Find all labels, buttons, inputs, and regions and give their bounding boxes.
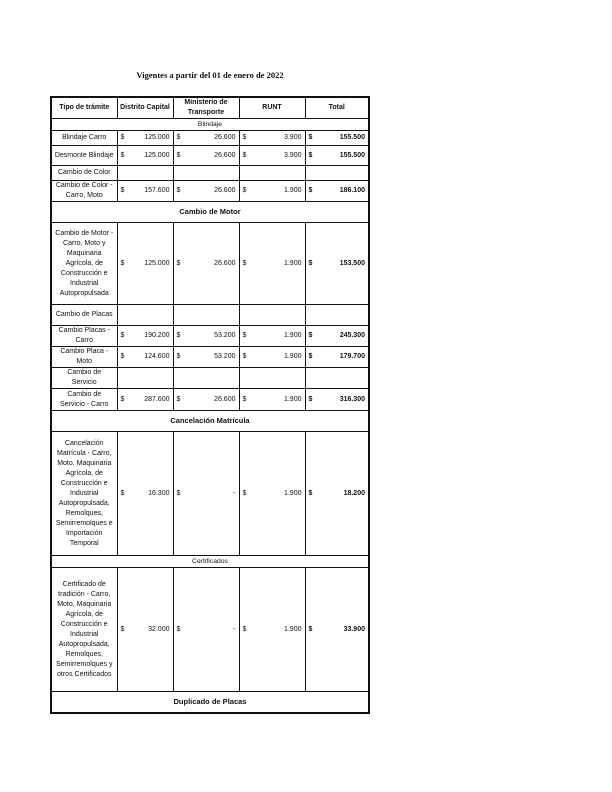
currency-sign: $ [242, 259, 247, 267]
mt-value: 53.200 [214, 353, 236, 360]
total-amount [308, 186, 367, 196]
tipo-cell: Cambio Placas - Carro [51, 326, 117, 347]
section-title: Duplicado de Placas [51, 692, 369, 714]
table-row [51, 347, 369, 368]
total-cell [305, 389, 369, 411]
total-amount [308, 395, 367, 405]
section-row [51, 692, 369, 714]
dc-value: 190.200 [144, 332, 170, 339]
total-value: 153.500 [339, 259, 365, 267]
runt-cell [239, 568, 305, 692]
dc-value: 124.600 [144, 353, 170, 360]
mt-amount [176, 489, 237, 499]
dc-cell [117, 166, 173, 181]
tipo-cell: Cambio de Color - Carro, Moto [51, 181, 117, 202]
total-cell [305, 347, 369, 368]
currency-sign: $ [120, 395, 125, 403]
runt-cell [239, 432, 305, 556]
currency-sign: $ [176, 489, 181, 497]
runt-amount [242, 395, 303, 405]
currency-sign: $ [176, 259, 181, 267]
table-row [51, 568, 369, 692]
dc-cell [117, 305, 173, 326]
dc-cell [117, 568, 173, 692]
runt-cell [239, 305, 305, 326]
currency-sign: $ [308, 353, 313, 360]
dc-amount [120, 186, 171, 196]
dc-value: 287.600 [144, 395, 170, 403]
mt-value: 26.600 [214, 151, 236, 159]
currency-sign: $ [242, 353, 247, 360]
runt-value: 1.900 [283, 259, 302, 267]
mt-value: 26.600 [214, 134, 236, 141]
mt-value: - [233, 489, 236, 497]
mt-amount [176, 133, 237, 143]
total-cell [305, 326, 369, 347]
runt-amount [242, 331, 303, 341]
mt-cell [173, 166, 239, 181]
tipo-cell: Cambio Placa - Moto [51, 347, 117, 368]
runt-amount [242, 151, 303, 161]
runt-cell [239, 389, 305, 411]
total-amount [308, 352, 367, 362]
page-title: Vigentes a partir del 01 de enero de 2022 [136, 70, 284, 80]
currency-sign: $ [308, 332, 313, 339]
total-amount [308, 625, 367, 635]
section-title: Cancelación Matrícula [51, 411, 369, 432]
section-title: Cambio de Motor [51, 202, 369, 223]
section-row [51, 556, 369, 568]
mt-cell [173, 432, 239, 556]
currency-sign: $ [176, 625, 181, 633]
currency-sign: $ [308, 489, 313, 497]
runt-amount [242, 625, 303, 635]
total-amount [308, 259, 367, 269]
mt-cell [173, 223, 239, 305]
tipo-cell: Cambio de Placas [51, 305, 117, 326]
currency-sign: $ [176, 395, 181, 403]
total-value: 316.300 [339, 395, 365, 403]
dc-value: 157.600 [144, 187, 170, 194]
currency-sign: $ [176, 353, 181, 360]
dc-cell [117, 432, 173, 556]
dc-value: 125.000 [144, 151, 170, 159]
currency-sign: $ [242, 395, 247, 403]
dc-cell [117, 368, 173, 389]
currency-sign: $ [120, 489, 125, 497]
mt-amount [176, 352, 237, 362]
mt-value: 26.600 [214, 395, 236, 403]
currency-sign: $ [308, 151, 313, 159]
header-tipo: Tipo de trámite [51, 97, 117, 119]
total-amount [308, 331, 367, 341]
mt-amount [176, 395, 237, 405]
table-row [51, 223, 369, 305]
total-amount [308, 151, 367, 161]
currency-sign: $ [308, 259, 313, 267]
dc-value: 125.000 [144, 259, 170, 267]
currency-sign: $ [120, 353, 125, 360]
currency-sign: $ [242, 134, 247, 141]
currency-sign: $ [176, 151, 181, 159]
header-runt: RUNT [239, 97, 305, 119]
tipo-cell: Certificado de tradición - Carro, Moto, Maquinaria Agrícola, de Construcción e Industrial Autopropulsada, Remolques, Semirremolques y otros Certificados [51, 568, 117, 692]
table-row [51, 432, 369, 556]
runt-value: 1.900 [283, 625, 302, 633]
tipo-cell: Blindaje Carro [51, 131, 117, 146]
total-value: 18.200 [343, 489, 365, 497]
mt-cell [173, 181, 239, 202]
total-cell [305, 568, 369, 692]
mt-cell [173, 305, 239, 326]
dc-cell [117, 181, 173, 202]
total-cell [305, 223, 369, 305]
runt-value: 3.900 [283, 151, 302, 159]
currency-sign: $ [120, 151, 125, 159]
tipo-cell: Cambio de Motor - Carro, Moto y Maquinaria Agrícola, de Construcción e Industrial Autopropulsada [51, 223, 117, 305]
mt-cell [173, 146, 239, 166]
total-value: 179.700 [339, 353, 365, 360]
runt-amount [242, 259, 303, 269]
tipo-cell: Cambio de Servicio [51, 368, 117, 389]
tipo-cell: Cambio de Color [51, 166, 117, 181]
currency-sign: $ [120, 134, 125, 141]
runt-cell [239, 223, 305, 305]
table-header-row [51, 97, 369, 119]
dc-amount [120, 331, 171, 341]
currency-sign: $ [242, 489, 247, 497]
fees-table [50, 96, 370, 714]
mt-cell [173, 568, 239, 692]
dc-amount [120, 151, 171, 161]
runt-amount [242, 186, 303, 196]
runt-value: 1.900 [283, 395, 302, 403]
total-value: 155.500 [339, 151, 365, 159]
mt-cell [173, 326, 239, 347]
runt-value: 1.900 [283, 489, 302, 497]
tipo-cell: Desmonte Blindaje [51, 146, 117, 166]
currency-sign: $ [242, 332, 247, 339]
dc-cell [117, 223, 173, 305]
dc-cell [117, 326, 173, 347]
total-cell [305, 432, 369, 556]
table-row [51, 166, 369, 181]
table-row [51, 389, 369, 411]
runt-amount [242, 133, 303, 143]
dc-amount [120, 625, 171, 635]
dc-amount [120, 489, 171, 499]
mt-value: - [233, 625, 236, 633]
mt-cell [173, 131, 239, 146]
currency-sign: $ [176, 134, 181, 141]
total-amount [308, 133, 367, 143]
runt-cell [239, 326, 305, 347]
runt-value: 1.900 [283, 187, 302, 194]
dc-value: 16.300 [148, 489, 170, 497]
dc-value: 125.000 [144, 134, 170, 141]
runt-cell [239, 181, 305, 202]
section-row [51, 411, 369, 432]
mt-amount [176, 625, 237, 635]
runt-cell [239, 131, 305, 146]
dc-value: 32.000 [148, 625, 170, 633]
header-distrito: Distrito Capital [117, 97, 173, 119]
currency-sign: $ [308, 395, 313, 403]
dc-amount [120, 395, 171, 405]
dc-cell [117, 347, 173, 368]
mt-amount [176, 151, 237, 161]
total-value: 186.100 [339, 187, 365, 194]
total-cell [305, 166, 369, 181]
total-cell [305, 305, 369, 326]
total-cell [305, 146, 369, 166]
tipo-cell: Cambio de Servicio - Carro [51, 389, 117, 411]
runt-cell [239, 146, 305, 166]
fees-body [51, 119, 369, 714]
mt-amount [176, 186, 237, 196]
currency-sign: $ [120, 187, 125, 194]
runt-cell [239, 347, 305, 368]
runt-value: 3.900 [283, 134, 302, 141]
currency-sign: $ [120, 259, 125, 267]
mt-amount [176, 259, 237, 269]
currency-sign: $ [242, 187, 247, 194]
section-row [51, 202, 369, 223]
dc-amount [120, 259, 171, 269]
total-cell [305, 131, 369, 146]
dc-amount [120, 352, 171, 362]
mt-cell [173, 368, 239, 389]
currency-sign: $ [308, 625, 313, 633]
total-value: 33.900 [343, 625, 365, 633]
mt-cell [173, 347, 239, 368]
mt-cell [173, 389, 239, 411]
table-row [51, 131, 369, 146]
table-row [51, 305, 369, 326]
mt-value: 26.600 [214, 259, 236, 267]
table-row [51, 146, 369, 166]
currency-sign: $ [120, 332, 125, 339]
dc-cell [117, 146, 173, 166]
runt-cell [239, 166, 305, 181]
currency-sign: $ [308, 187, 313, 194]
table-row [51, 181, 369, 202]
section-title: Certificados [51, 556, 369, 568]
section-row [51, 119, 369, 131]
section-title: Blindaje [51, 119, 369, 131]
header-ministerio: Ministerio de Transporte [173, 97, 239, 119]
runt-value: 1.900 [283, 353, 302, 360]
currency-sign: $ [308, 134, 313, 141]
runt-value: 1.900 [283, 332, 302, 339]
total-value: 245.300 [339, 332, 365, 339]
table-row [51, 326, 369, 347]
dc-cell [117, 389, 173, 411]
runt-cell [239, 368, 305, 389]
total-value: 155.500 [339, 134, 365, 141]
mt-amount [176, 331, 237, 341]
runt-amount [242, 489, 303, 499]
tipo-cell: Cancelación Matrícula - Carro, Moto, Maquinaria Agrícola, de Construcción e Industrial Autopropulsada, Remolques, Semirremolques e Importación Temporal [51, 432, 117, 556]
mt-value: 26.600 [214, 187, 236, 194]
currency-sign: $ [176, 187, 181, 194]
currency-sign: $ [120, 625, 125, 633]
dc-amount [120, 133, 171, 143]
dc-cell [117, 131, 173, 146]
mt-value: 53.200 [214, 332, 236, 339]
currency-sign: $ [176, 332, 181, 339]
currency-sign: $ [242, 151, 247, 159]
currency-sign: $ [242, 625, 247, 633]
table-row [51, 368, 369, 389]
header-total: Total [305, 97, 369, 119]
total-cell [305, 368, 369, 389]
runt-amount [242, 352, 303, 362]
total-cell [305, 181, 369, 202]
total-amount [308, 489, 367, 499]
